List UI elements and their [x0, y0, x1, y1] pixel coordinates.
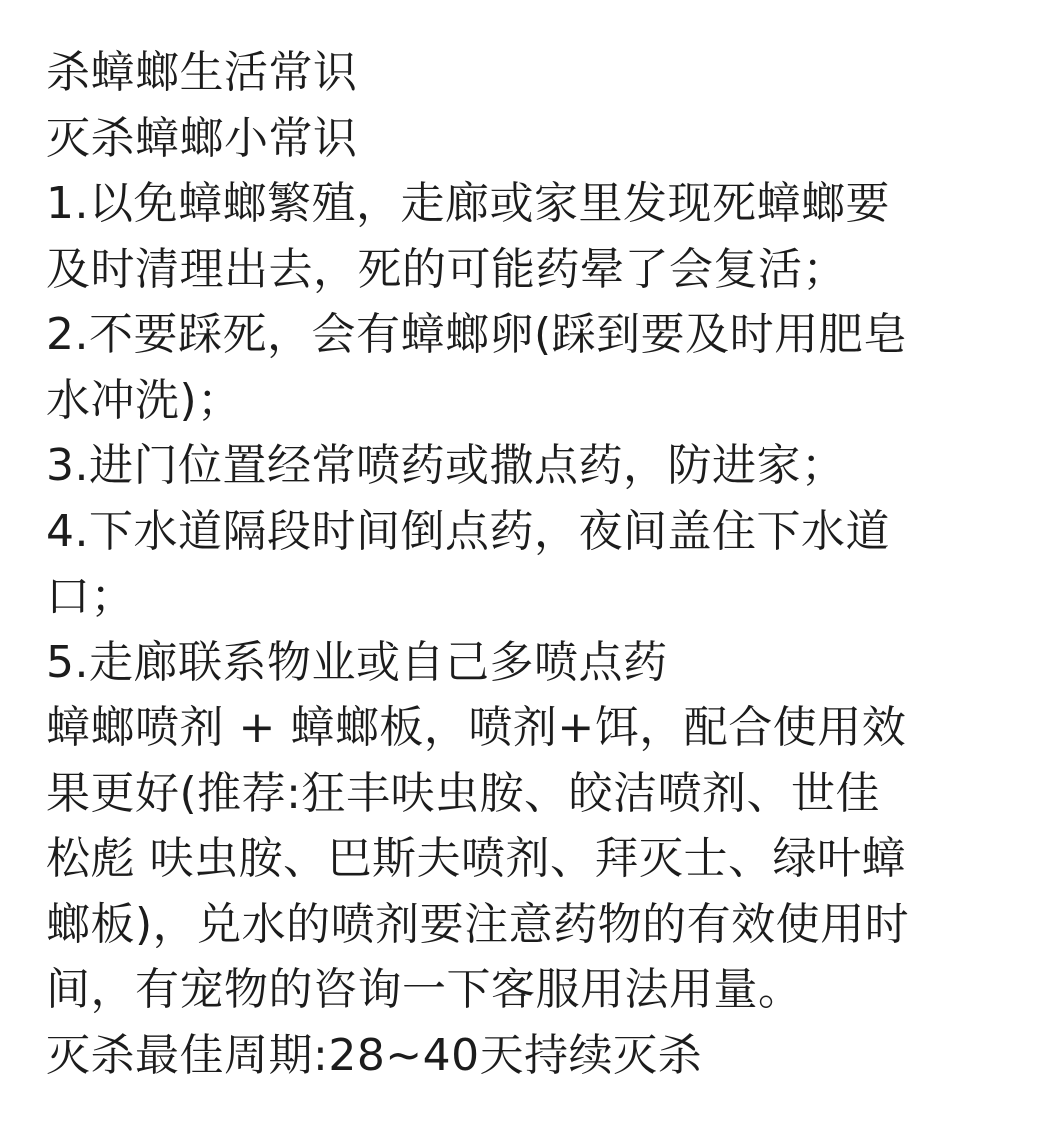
note-line: 灭杀最佳周期:28~40天持续灭杀	[46, 1029, 703, 1081]
note-line: 1.以免蟑螂繁殖，走廊或家里发现死蟑螂要	[46, 178, 890, 229]
note-line: 3.进门位置经常喷药或撒点药，防进家；	[46, 440, 846, 491]
note-title: 杀蟑螂生活常识	[46, 47, 358, 98]
note-line: 螂板)，兑水的喷剂要注意药物的有效使用时	[46, 898, 910, 950]
note-line: 蟑螂喷剂 + 蟑螂板，喷剂+饵，配合使用效	[46, 702, 907, 753]
note-line: 2.不要踩死，会有蟑螂卵(踩到要及时用肥皂	[46, 309, 908, 360]
note-line: 松彪 呋虫胺、巴斯夫喷剂、拜灭士、绿叶蟑	[46, 833, 906, 884]
note-line: 水冲洗)；	[46, 374, 242, 426]
note-line: 口；	[46, 571, 135, 622]
note-text-block	[46, 40, 1036, 1088]
note-line: 及时清理出去，死的可能药晕了会复活；	[46, 243, 847, 295]
note-subtitle: 灭杀蟑螂小常识	[46, 112, 358, 164]
note-line: 间，有宠物的咨询一下客服用法用量。	[46, 964, 803, 1015]
note-line: 果更好(推荐:狂丰呋虫胺、皎洁喷剂、世佳	[46, 767, 880, 819]
note-line: 4.下水道隔段时间倒点药，夜间盖住下水道	[46, 505, 890, 557]
note-line: 5.走廊联系物业或自己多喷点药	[46, 636, 668, 688]
